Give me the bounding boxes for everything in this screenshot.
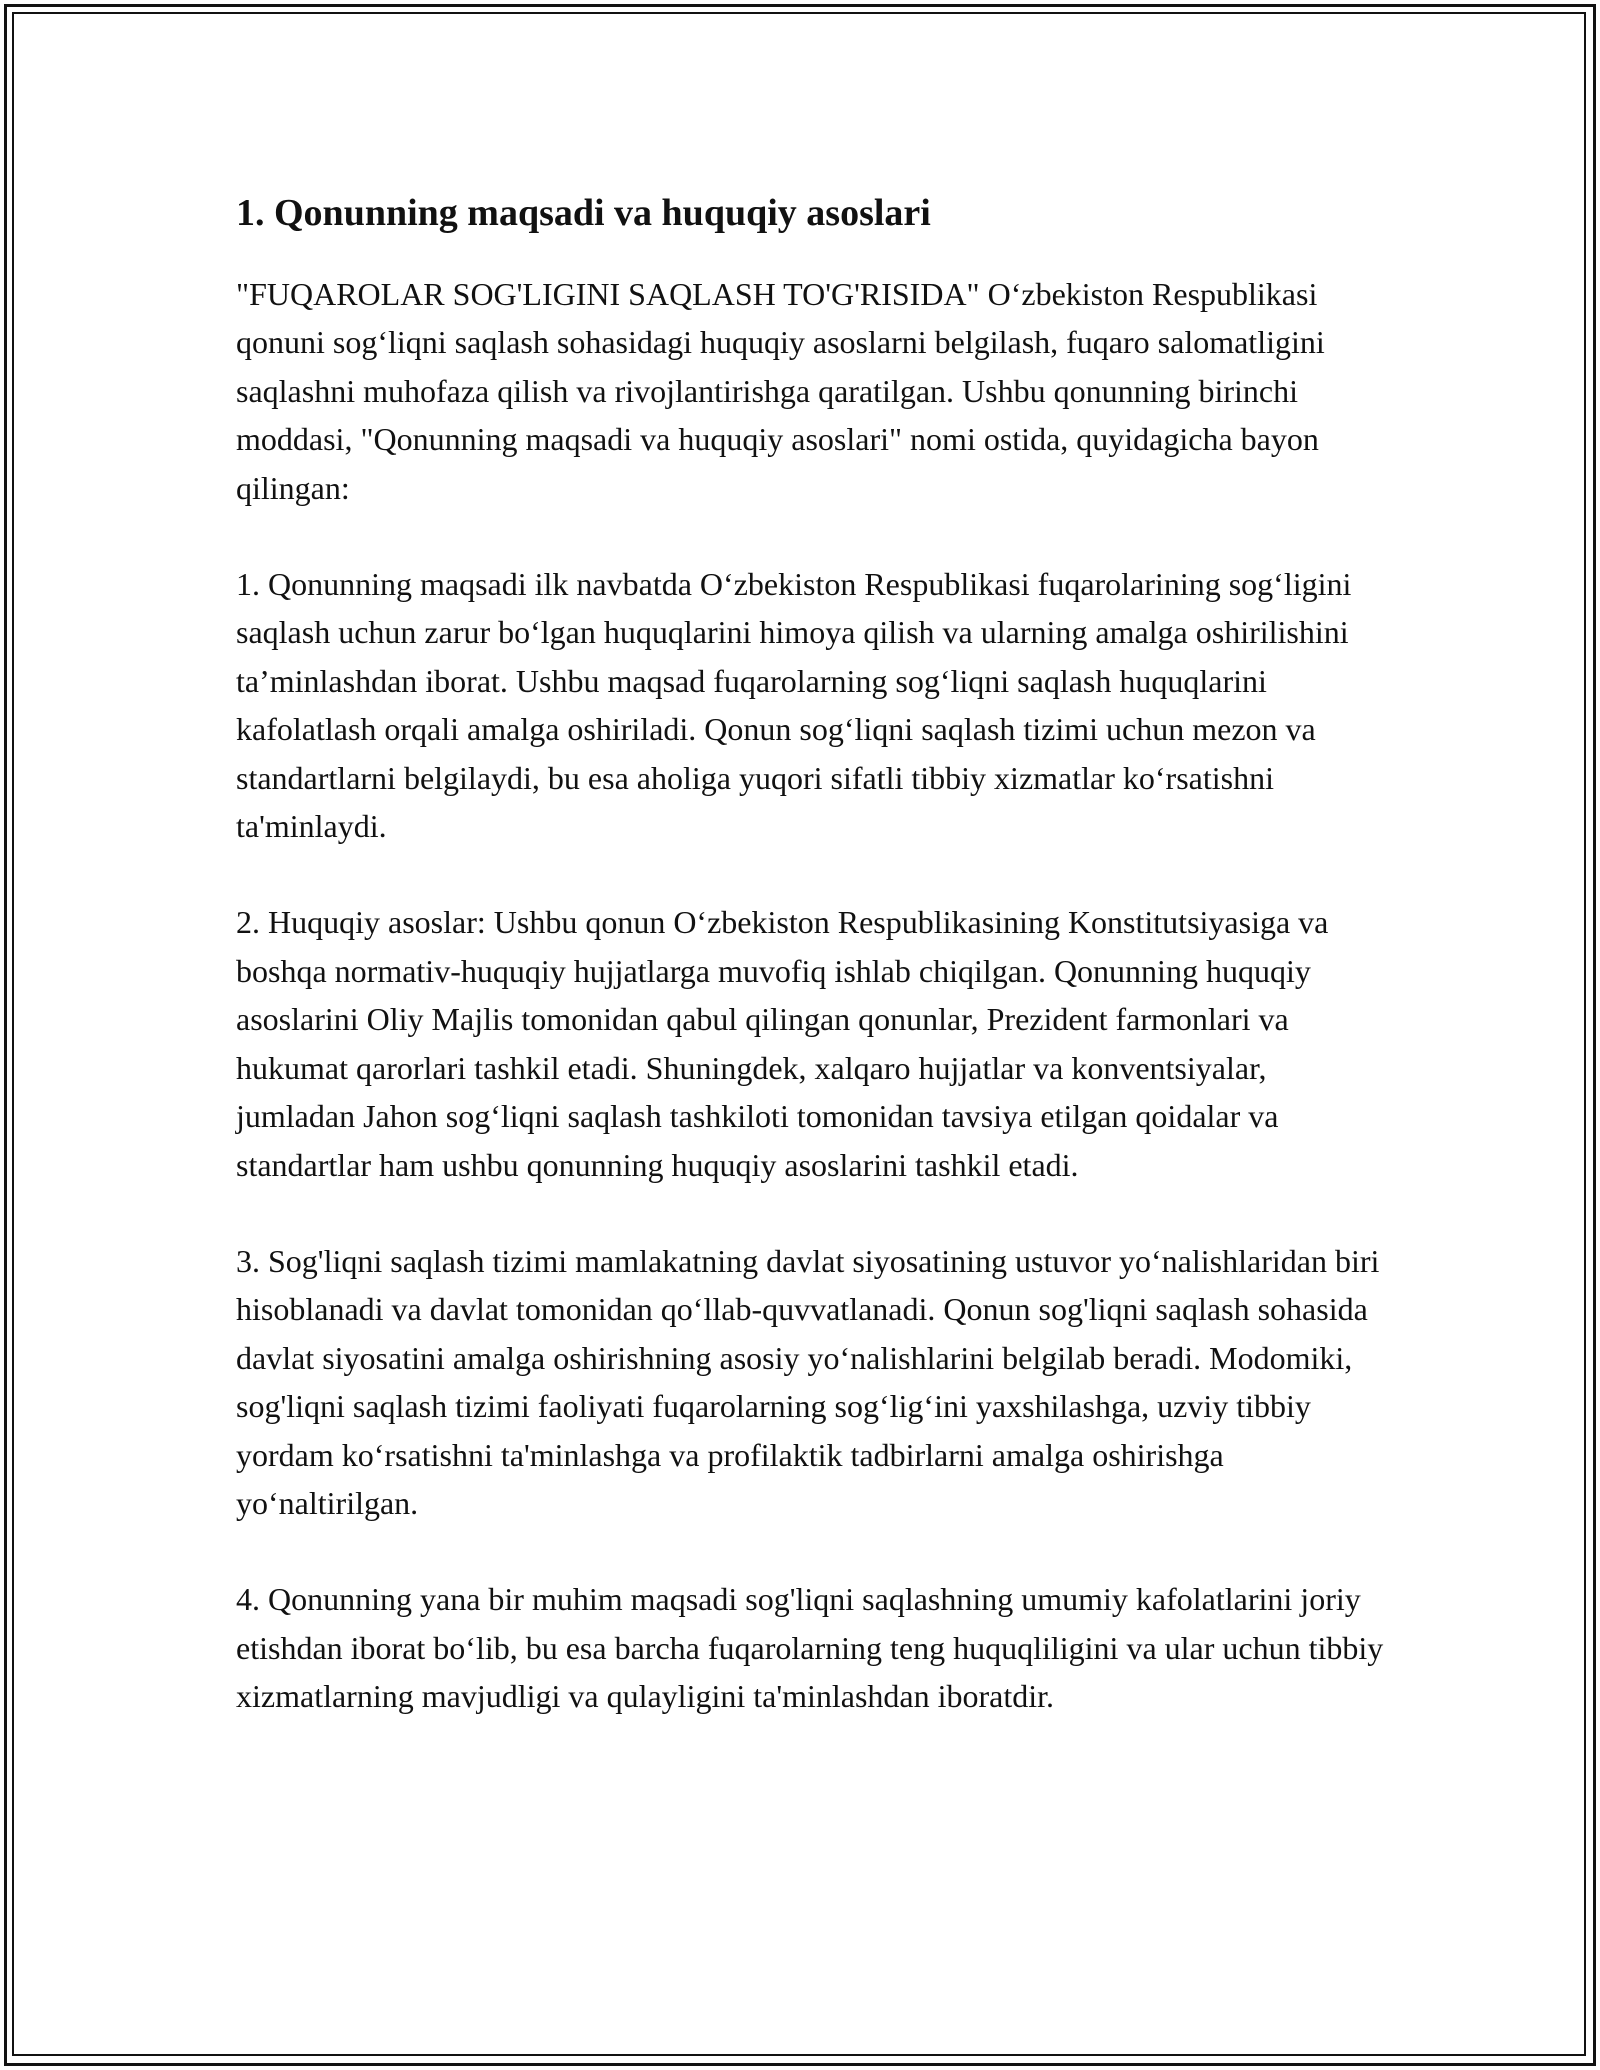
paragraph-3-health-system: 3. Sog'liqni saqlash tizimi mamlakatning davlat siyosatining ustuvor yo‘nalishlaridan biri hisoblanadi va davlat tomonidan qo‘llab-quvvatlanadi. Qonun sog'liqni saqlash sohasida davlat siyosatini amalga oshirishning asosiy yo‘nalishlarini belgilab beradi. Modomiki, sog'liqni saqlash tizimi faoliyati fuqarolarning sog‘lig‘ini yaxshilashga, uzviy tibbiy yordam ko‘rsatishni ta'minlashga va profilaktik tadbirlarni amalga oshirishga yo‘naltirilgan. bbox=[236, 1242, 1380, 1521]
intro-paragraph: "FUQAROLAR SOG'LIGINI SAQLASH TO'G'RISIDA" O‘zbekiston Respublikasi qonuni sog‘liqni saqlash sohasidagi huquqiy asoslarni belgilash, fuqaro salomatligini saqlashni muhofaza qilish va rivojlantirishga qaratilgan. Ushbu qonunning birinchi moddasi, "Qonunning maqsadi va huquqiy asoslari" nomi ostida, quyidagicha bayon qilingan: bbox=[236, 276, 1325, 506]
paragraph-2-legal-basis: 2. Huquqiy asoslar: Ushbu qonun O‘zbekiston Respublikasining Konstitutsiyasiga va boshqa normativ-huquqiy hujjatlarga muvofiq ishlab chiqilgan. Qonunning huquqiy asoslarini Oliy Majlis tomonidan qabul qilingan qonunlar, Prezident farmonlari va hukumat qarorlari tashkil etadi. Shuningdek, xalqaro hujjatlar va konventsiyalar, jumladan Jahon sog‘liqni saqlash tashkiloti tomonidan tavsiya etilgan qoidalar va standartlar ham ushbu qonunning huquqiy asoslarini tashkil etadi. bbox=[236, 904, 1329, 1183]
paragraph-4-guarantees: 4. Qonunning yana bir muhim maqsadi sog'liqni saqlashning umumiy kafolatlarini joriy etishdan iborat bo‘lib, bu esa barcha fuqarolarning teng huquqliligini va ular uchun tibbiy xizmatlarning mavjudligi va qulayligini ta'minlashdan iboratdir. bbox=[236, 1581, 1384, 1715]
document-body bbox=[236, 186, 1386, 1721]
document-title: 1. Qonunning maqsadi va huquqiy asoslari bbox=[236, 192, 931, 234]
paragraph-1-purpose: 1. Qonunning maqsadi ilk navbatda O‘zbekiston Respublikasi fuqarolarining sog‘ligini saqlash uchun zarur bo‘lgan huquqlarini himoya qilish va ularning amalga oshirilishini ta’minlashdan iborat. Ushbu maqsad fuqarolarning sog‘liqni saqlash huquqlarini kafolatlash orqali amalga oshiriladi. Qonun sog‘liqni saqlash tizimi uchun mezon va standartlarni belgilaydi, bu esa aholiga yuqori sifatli tibbiy xizmatlar ko‘rsatishni ta'minlaydi. bbox=[236, 566, 1352, 845]
